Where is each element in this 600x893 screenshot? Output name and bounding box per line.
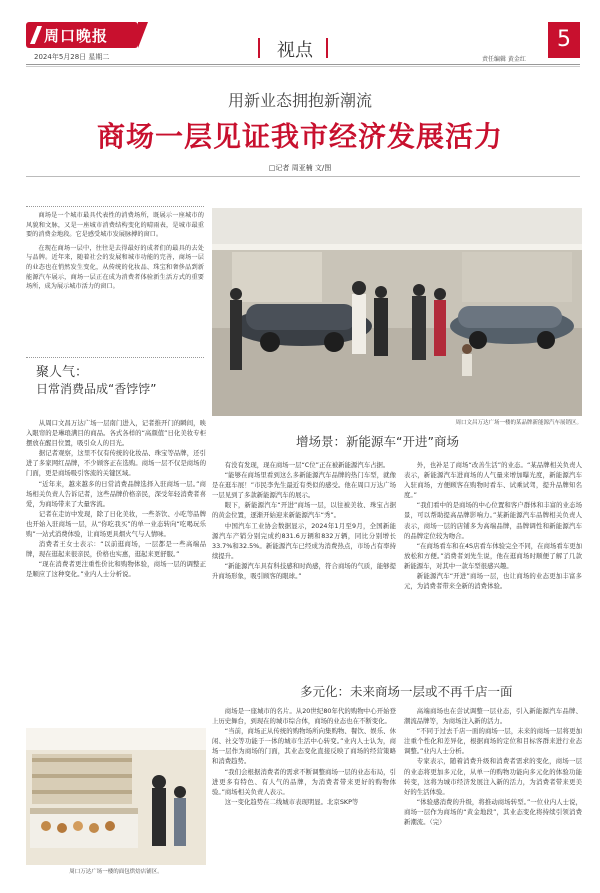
body-paragraph: 商场是一座城市的名片。从20世纪80年代的购物中心开始登上历史舞台，到现在的城市综合体，商场的业态也在不断变化。 xyxy=(212,707,396,726)
body-paragraph: “能够在商场里看到这么多新能源汽车品牌的热门车型，就像是在逛车展！”市民李先生最近有类似的感受。他在周口万达广场一层见到了多款新能源汽车的展示。 xyxy=(212,471,396,500)
body-paragraph: 新能源汽车“开进”商场一层，也让商场的业态更加丰富多元，为消费者带来全新的消费体验。 xyxy=(404,572,582,591)
body-paragraph: 专家表示，随着消费升级和消费者需求的变化，商场一层的业态将更加多元化，从单一的购物功能向多元化的体验功能转变，这将为城市经济发展注入新的活力，为消费者带来更美好的生活体验。 xyxy=(404,757,582,796)
bakery-photo xyxy=(26,728,206,865)
bakery-photo-caption: 周口万达广场一楼的面包烘焙店铺区。 xyxy=(69,869,163,875)
body-paragraph: 高端商场也在尝试调整一层业态，引入新能源汽车品牌、潮流品牌等，为商场注入新的活力。 xyxy=(404,707,582,726)
main-photo-ev-showroom xyxy=(212,208,582,416)
lower-column-left-body xyxy=(212,706,396,882)
page-number-badge: 5 xyxy=(548,22,580,58)
lower-column-right-body xyxy=(404,706,582,882)
body-paragraph: 有没有发现，现在商场一层“C位”正在被新能源汽车占据。 xyxy=(224,461,390,469)
body-paragraph: “近年来，越来越多的日常消费品牌选择入驻商场一层。”商场相关负责人告诉记者，这些品牌价格亲民，深受年轻消费者喜爱，为商场带来了大量客流。 xyxy=(26,479,206,508)
body-paragraph: 外，也补足了商场“改善生活”的业态。“某品牌相关负责人表示，新能源汽车进商场的人气量来增加曝光度，新能源汽车入驻商场，方便顾客在购物时看车、试乘试驾，提升品牌知名度。” xyxy=(404,461,582,500)
article-byline: □记者 周亚楠 文/图 xyxy=(268,164,332,172)
logo-tail-decoration xyxy=(138,22,148,48)
section-heading-line1: 聚人气： xyxy=(36,365,89,380)
body-paragraph: 眼下，新能源汽车“开进”商场一层，以往被美妆、珠宝占据的黄金位置，逐渐开始迎来新能源汽车“秀”。 xyxy=(212,501,396,520)
section-bracket-right xyxy=(326,38,328,58)
body-paragraph: “我们看中的是商场的中心位置和客户群体和丰富的业态场景，可以帮助提高品牌影响力。”某新能源汽车品牌相关负责人表示，商场一层的店铺多为高端品牌，品牌调性和新能源汽车的品牌定位较为吻合。 xyxy=(404,501,582,540)
body-paragraph: 中国汽车工业协会数据显示，2024年1月至9月，全国新能源汽车产销分别完成约831.6万辆和832万辆，同比分别增长33.7%和32.5%。新能源汽车已经成为消费热点，市场占有率持续提升。 xyxy=(212,521,396,560)
article-kicker: 用新业态拥抱新潮流 xyxy=(227,91,372,110)
byline-divider xyxy=(26,176,580,177)
editor-credit: 责任编辑 黄金红 xyxy=(482,56,526,63)
middle-column-left-body xyxy=(212,460,396,678)
header-divider-secondary xyxy=(26,66,580,67)
section-heading-line2: 日常消费品成“香饽饽” xyxy=(36,382,157,396)
logo-mark-icon xyxy=(30,26,42,44)
left-column-body xyxy=(26,418,206,726)
issue-date: 2024年5月28日 星期二 xyxy=(34,53,110,61)
section-heading-diversity: 多元化：未来商场一层或不再千店一面 xyxy=(300,684,513,699)
lead-paragraph: 商场是一个城市最具代表性的消费场所，既展示一座城市的风貌和文脉，又是一座城市消费结构变化的晴雨表，是城市最重要的消费金地段。它是感受城市发展脉搏的窗口。 xyxy=(26,212,204,239)
main-photo-caption: 周口文昌万达广场一楼的某品牌新能源汽车展销区。 xyxy=(455,420,582,426)
section-bracket-left xyxy=(258,38,260,58)
header-divider xyxy=(26,64,580,65)
logo-text: 周口晚报 xyxy=(44,27,109,45)
body-paragraph: “新能源汽车具有科技感和时尚感，符合商场的气质，能够提升商场形象，吸引顾客的眼球。” xyxy=(212,561,396,581)
article-headline: 商场一层见证我市经济发展活力 xyxy=(96,120,503,153)
body-paragraph: “现在消费者更注重性价比和购物体验，商场一层的调整正是顺应了这种变化。”业内人士分析说。 xyxy=(26,560,206,579)
newspaper-logo xyxy=(26,22,138,48)
bakery-illustration xyxy=(26,728,206,865)
ev-showroom-illustration xyxy=(212,208,582,416)
section-title: 视点 xyxy=(277,40,313,61)
body-paragraph: 这一变化趋势在二线城市表现明显。北京SKP等 xyxy=(224,797,359,806)
body-paragraph: 据记者观察，这里不仅有传统的化妆品、珠宝等品牌，还引进了多家网红品牌，不少顾客正在选购。商场一层不仅是商场的门面，更是商场吸引客流的关键区域。 xyxy=(26,449,206,478)
lead-paragraph-box xyxy=(26,206,204,358)
body-paragraph: “我们会根据消费者的需求不断调整商场一层的业态布局，引进更多有特色、有人气的品牌，为消费者带来更好的购物体验。”商场相关负责人表示。 xyxy=(212,767,396,796)
body-paragraph: 从周口文昌万达广场一层南门进入，记者推开门的瞬间，映入眼帘的是琳琅满目的商品。各式各样的“高颜值”日化美妆专柜摆放在醒目位置，吸引众人的目光。 xyxy=(26,419,206,448)
body-paragraph: “体验感消费的升级，将推动商场转型。”一位业内人士说，商场一层作为商场的“黄金地段”，其业态变化将持续引领消费新潮流。（完） xyxy=(404,797,582,827)
body-paragraph: “当前，商场正从传统的购物场所向集购物、餐饮、娱乐、休闲、社交等功能于一体的城市生活中心转变。”业内人士认为，商场一层作为商场的门面，其业态变化直接反映了商场的经营策略和消费趋势。 xyxy=(212,727,396,766)
body-paragraph: 消费者王女士表示：“以前逛商场，一层都是一些高端品牌，现在逛起来很亲民，价格也实惠，逛起来更舒服。” xyxy=(26,540,206,559)
body-paragraph: “不同于过去千店一面的商场一层，未来的商场一层将更加注重个性化和差异化，根据商场的定位和目标客群来进行业态调整。”业内人士分析。 xyxy=(404,727,582,756)
lead-paragraph: 在现在商场一层中，往往是去得最好的成者们的最具的去处与品牌。近年来，随着社会的发展和城市功能的完善，商场一层的业态也在悄然发生变化，从传统的化妆品、珠宝和奢侈品到新能源汽车展示，商场一层正在成为消费者体验新生活方式的重要场所，成为展示城市活力的窗口。 xyxy=(26,244,204,291)
body-paragraph: “在商场看车和在4S店看车体验完全不同，在商场看车更加放松和方便。”消费者刘先生说，他在逛商场时顺便了解了几款新能源车，对其中一款车型很感兴趣。 xyxy=(404,541,582,570)
body-paragraph: 记者在走访中发现，除了日化美妆，一些茶饮、小吃等品牌也开始入驻商场一层，从“你吃我买”的单一业态转向“吃喝玩乐购”一站式消费体验，让商场更具烟火气与人情味。 xyxy=(26,509,206,539)
section-heading-popularity xyxy=(36,365,206,397)
middle-column-right-body xyxy=(404,460,582,678)
section-heading-ev: 增场景：新能源车“开进”商场 xyxy=(296,434,459,449)
